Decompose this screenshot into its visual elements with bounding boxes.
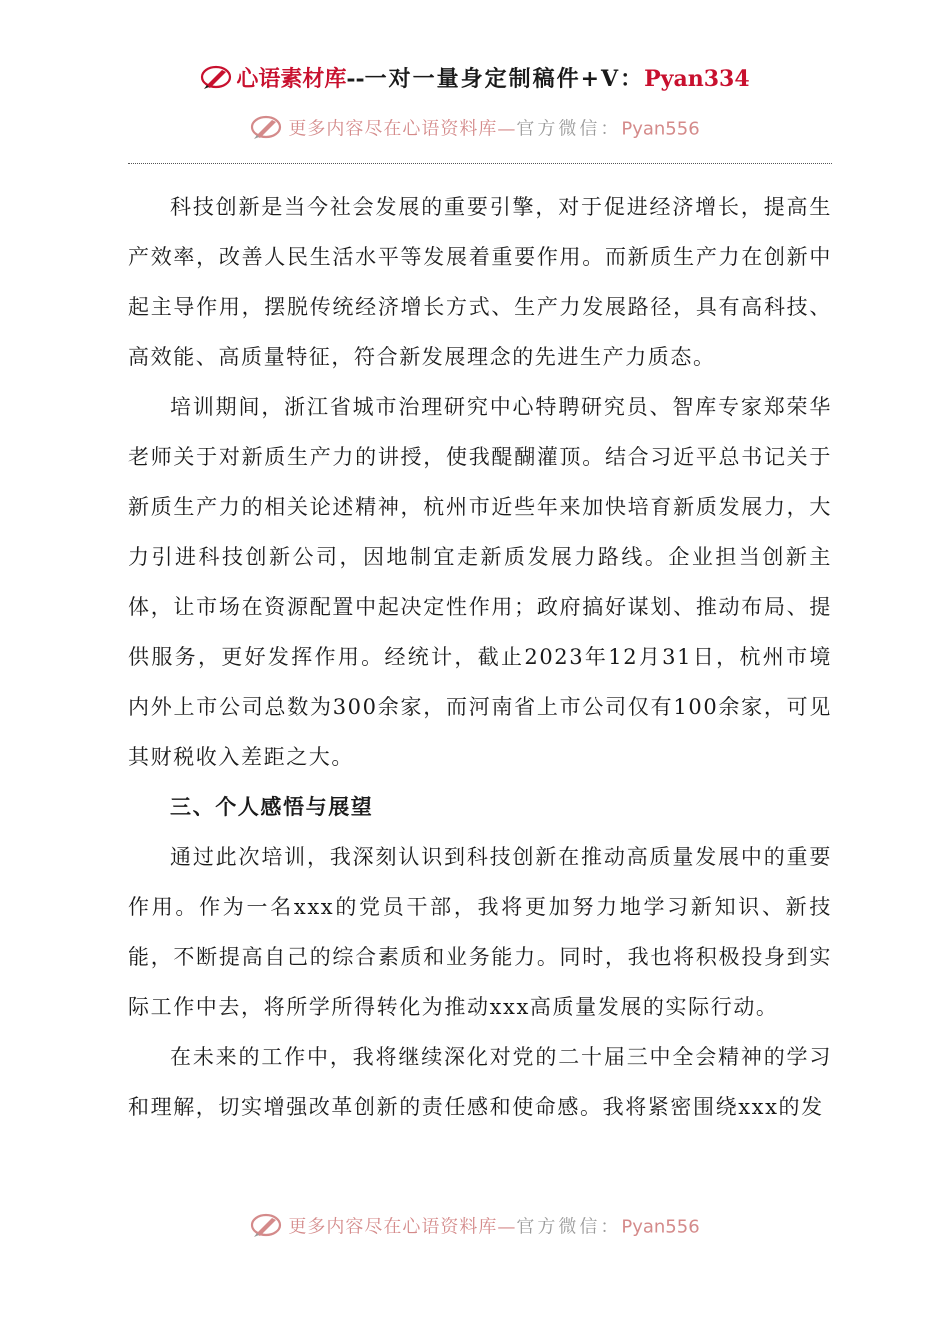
section-heading: 三、个人感悟与展望 [170, 794, 374, 819]
contact-id: Pyan334 [644, 66, 750, 92]
header-watermark-line [0, 114, 950, 145]
footer-wechat-id: Pyan556 [621, 1216, 700, 1238]
body-paragraph: 培训期间，浙江省城市治理研究中心特聘研究员、智库专家郑荣华老师关于对新质生产力的讲授，使我醍醐灌顶。结合习近平总书记关于新质生产力的相关论述精神，杭州市近些年来加快培育新质发展力，大力引进科技创新公司，因地制宜走新质发展力路线。企业担当创新主体，让市场在资源配置中起决定性作用；政府搞好谋划、推动布局、提供服务，更好发挥作用。经统计，截止2023年12月31日，杭州市境内外上市公司总数为300余家，而河南省上市公司仅有100余家，可见其财税收入差距之大。 [128, 395, 832, 769]
pen-logo-icon [200, 64, 234, 96]
watermark-wechat-label: 官方微信： [516, 118, 622, 140]
body-paragraph: 在未来的工作中，我将继续深化对党的二十届三中全会精神的学习和理解，切实增强改革创新的责任感和使命感。我将紧密围绕xxx的发 [128, 1045, 832, 1119]
brand-slogan: 一对一量身定制稿件+V： [364, 66, 645, 92]
pen-logo-icon [250, 1212, 284, 1243]
body-paragraph: 科技创新是当今社会发展的重要引擎，对于促进经济增长，提高生产效率，改善人民生活水平等发展着重要作用。而新质生产力在创新中起主导作用，摆脱传统经济增长方式、生产力发展路径，具有高科技、高效能、高质量特征，符合新发展理念的先进生产力质态。 [128, 195, 832, 369]
document-body [128, 182, 832, 1132]
footer-wechat-label: 官方微信： [516, 1216, 622, 1238]
header-brand-line [0, 62, 950, 96]
brand-separator: -- [346, 66, 365, 92]
pen-logo-icon [250, 114, 284, 145]
brand-name: 心语素材库 [236, 66, 347, 92]
footer-label: 更多内容尽在心语资料库— [288, 1216, 517, 1238]
header-divider [128, 163, 832, 164]
watermark-wechat-id: Pyan556 [621, 118, 700, 140]
watermark-label: 更多内容尽在心语资料库— [288, 118, 517, 140]
body-paragraph: 通过此次培训，我深刻认识到科技创新在推动高质量发展中的重要作用。作为一名xxx的党员干部，我将更加努力地学习新知识、新技能，不断提高自己的综合素质和业务能力。同时，我也将积极投身到实际工作中去，将所学所得转化为推动xxx高质量发展的实际行动。 [128, 845, 832, 1019]
footer-watermark-line [0, 1212, 950, 1243]
